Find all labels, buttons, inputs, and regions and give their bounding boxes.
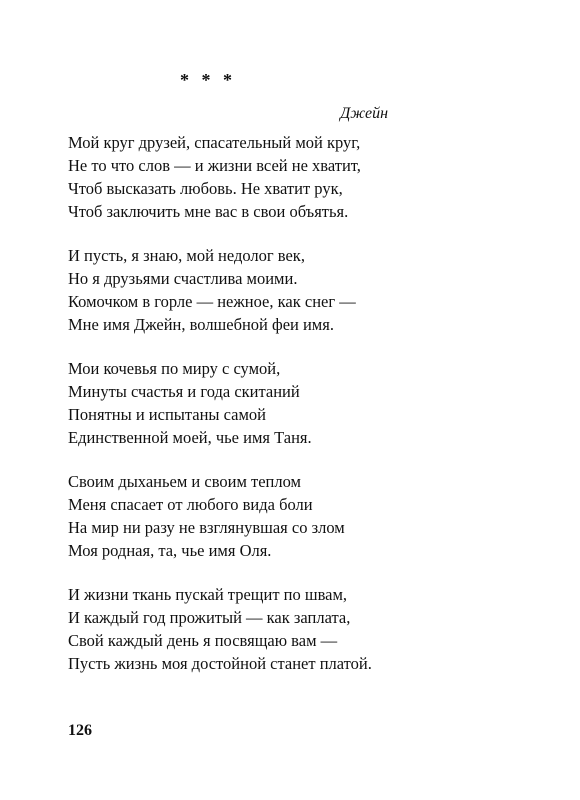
poem-line: Моя родная, та, чье имя Оля. <box>68 541 272 560</box>
poem-line: Чтоб заключить мне вас в свои объятья. <box>68 202 349 221</box>
stanza <box>68 131 428 223</box>
stanza <box>68 244 428 336</box>
poem-line: И каждый год прожитый — как заплата, <box>68 608 351 627</box>
poem-line: Пусть жизнь моя достойной станет платой. <box>68 654 372 673</box>
poem-line: Мой круг друзей, спасательный мой круг, <box>68 133 361 152</box>
poem-dedication: Джейн <box>340 105 388 122</box>
poem-line: Мои кочевья по миру с сумой, <box>68 359 281 378</box>
poem-line: Мне имя Джейн, волшебной феи имя. <box>68 315 334 334</box>
poem-line: И пусть, я знаю, мой недолог век, <box>68 246 305 265</box>
poem-line: И жизни ткань пускай трещит по швам, <box>68 585 348 604</box>
page-number: 126 <box>68 722 92 739</box>
stanza <box>68 583 428 675</box>
poem-line: Чтоб высказать любовь. Не хватит рук, <box>68 179 343 198</box>
stanza <box>68 357 428 449</box>
poem-line: Единственной моей, чье имя Таня. <box>68 428 312 447</box>
poem-line: Свой каждый день я посвящаю вам — <box>68 631 338 650</box>
poem-line: Комочком в горле — нежное, как снег — <box>68 292 356 311</box>
poem-line: Но я друзьями счастлива моими. <box>68 269 298 288</box>
poem-line: На мир ни разу не взглянувшая со злом <box>68 518 345 537</box>
poem-line: Своим дыханьем и своим теплом <box>68 472 301 491</box>
section-ornament: * * * <box>180 70 236 90</box>
poem-line: Понятны и испытаны самой <box>68 405 267 424</box>
poem-line: Меня спасает от любого вида боли <box>68 495 313 514</box>
stanza <box>68 470 428 562</box>
poem-line: Минуты счастья и года скитаний <box>68 382 300 401</box>
poem-body <box>68 131 428 696</box>
poem-line: Не то что слов — и жизни всей не хватит, <box>68 156 361 175</box>
